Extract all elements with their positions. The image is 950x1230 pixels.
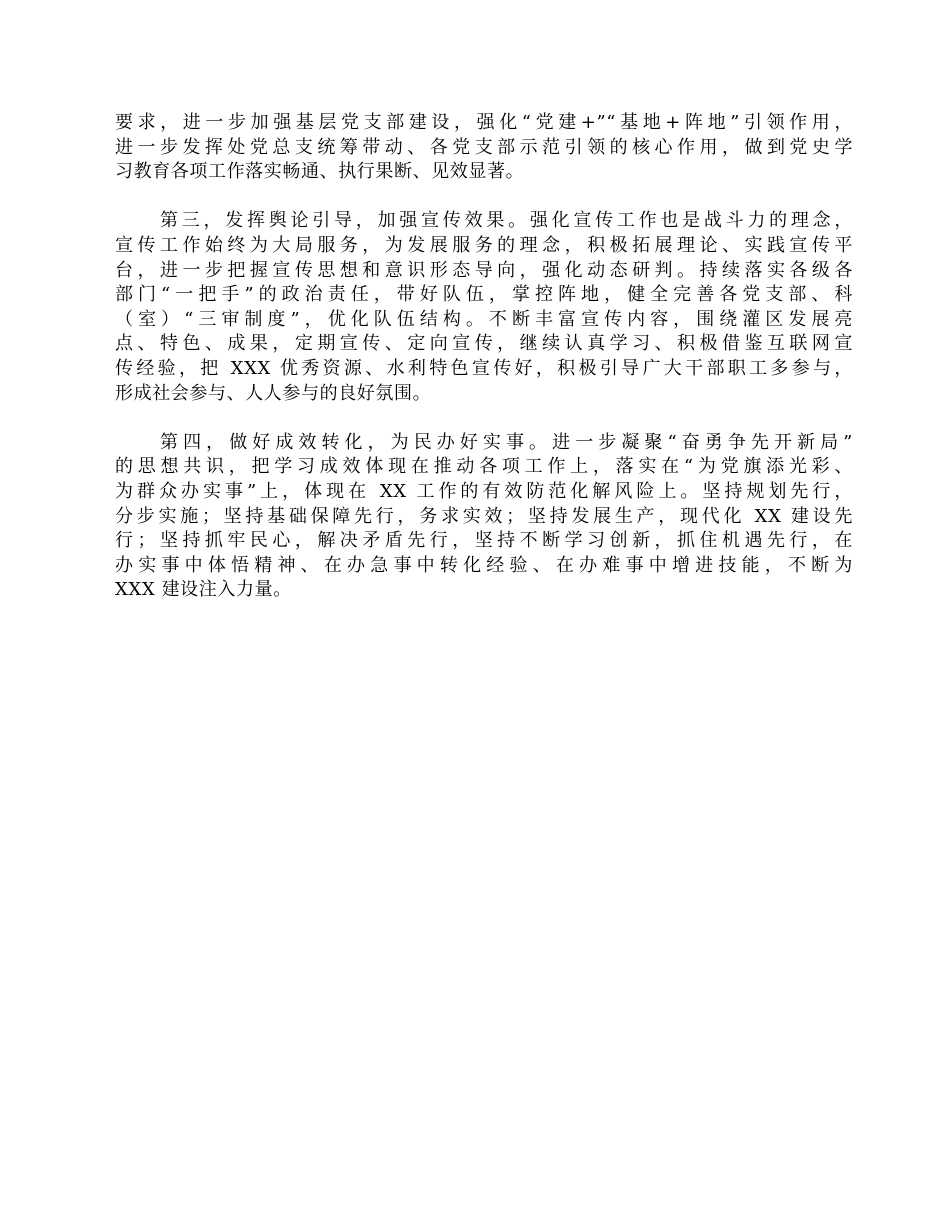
text-line: 宣传工作始终为大局服务，为发展服务的理念，积极拓展理论、实践宣传平 [115, 234, 853, 256]
text-line: 台，进一步把握宣传思想和意识形态导向，强化动态研判。持续落实各级各 [115, 259, 853, 281]
text-line: 为群众办实事”上，体现在 XX 工作的有效防范化解风险上。坚持规划先行， [115, 480, 853, 502]
text-line: 分步实施；坚持基础保障先行，务求实效；坚持发展生产，现代化 XX 建设先 [115, 505, 853, 527]
text-line: 第三，发挥舆论引导，加强宣传效果。强化宣传工作也是战斗力的理念， [160, 210, 853, 232]
text-line: 习教育各项工作落实畅通、执行果断、见效显著。 [115, 161, 525, 183]
paragraph-3 [115, 431, 853, 603]
text-line: （室）“三审制度”，优化队伍结构。不断丰富宣传内容，围绕灌区发展亮 [115, 308, 853, 330]
text-line: 点、特色、成果，定期宣传、定向宣传，继续认真学习、积极借鉴互联网宣 [115, 333, 853, 355]
text-line: 形成社会参与、人人参与的良好氛围。 [115, 382, 432, 404]
text-line: 的思想共识，把学习成效体现在推动各项工作上，落实在“为党旗添光彩、 [115, 456, 853, 478]
text-line: XXX 建设注入力量。 [115, 579, 292, 601]
text-line: 进一步发挥处党总支统筹带动、各党支部示范引领的核心作用，做到党史学 [115, 136, 853, 158]
text-line: 部门“一把手”的政治责任，带好队伍，掌控阵地，健全完善各党支部、科 [115, 284, 853, 306]
paragraph-1 [115, 111, 853, 185]
text-line: 行；坚持抓牢民心，解决矛盾先行，坚持不断学习创新，抓住机遇先行，在 [115, 530, 853, 552]
text-line: 第四，做好成效转化，为民办好实事。进一步凝聚“奋勇争先开新局” [160, 431, 853, 453]
paragraph-2 [115, 209, 853, 406]
text-line: 要求，进一步加强基层党支部建设，强化“党建+”“基地+阵地”引领作用， [115, 112, 853, 133]
text-line: 办实事中体悟精神、在办急事中转化经验、在办难事中增进技能，不断为 [115, 554, 853, 576]
document-page [115, 111, 853, 603]
text-line: 传经验，把 XXX 优秀资源、水利特色宣传好，积极引导广大干部职工多参与， [115, 357, 853, 379]
